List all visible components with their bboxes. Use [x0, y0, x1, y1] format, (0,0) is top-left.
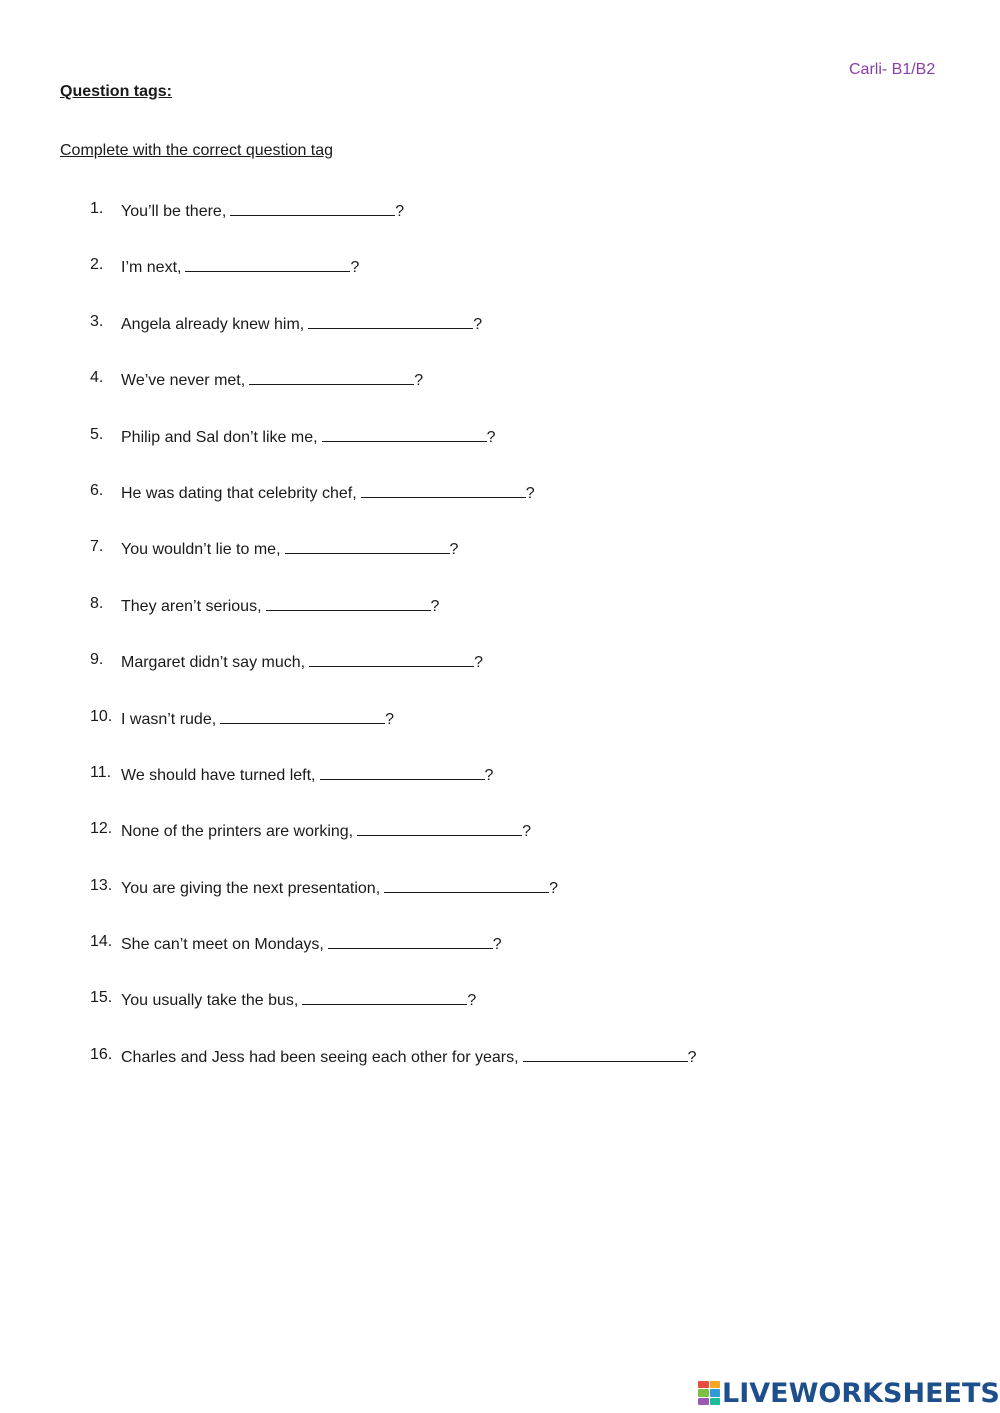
question-mark: ? — [430, 597, 440, 615]
question-text: He was dating that celebrity chef, — [121, 484, 357, 502]
question-number: 8. — [90, 594, 104, 612]
question-number: 6. — [90, 481, 104, 499]
question-mark: ? — [522, 823, 532, 841]
question-mark: ? — [350, 259, 360, 277]
question-mark: ? — [467, 992, 477, 1010]
question-number: 12. — [90, 820, 113, 838]
question-number: 7. — [90, 538, 104, 556]
question-number: 2. — [90, 256, 104, 274]
question-mark: ? — [474, 654, 483, 672]
instruction-text: Complete with the correct question tag — [60, 142, 334, 159]
question-number: 15. — [90, 989, 113, 1007]
answer-blank[interactable] — [308, 313, 473, 329]
question-text: We’ve never met, — [121, 372, 246, 390]
question-text: They aren’t serious, — [121, 597, 262, 615]
question-number: 11. — [90, 763, 112, 781]
answer-blank[interactable] — [285, 538, 450, 554]
answer-blank[interactable] — [185, 256, 350, 272]
question-number: 14. — [90, 933, 113, 951]
question-number: 10. — [90, 707, 113, 725]
answer-blank[interactable] — [361, 482, 526, 498]
question-mark: ? — [484, 766, 494, 784]
author-label: Carli- B1/B2 — [849, 61, 936, 78]
question-mark: ? — [525, 484, 535, 502]
answer-blank[interactable] — [302, 989, 467, 1005]
question-text: You’ll be there, — [121, 203, 227, 220]
answer-blank[interactable] — [328, 933, 493, 949]
answer-blank[interactable] — [220, 708, 385, 724]
question-number: 9. — [90, 651, 104, 669]
answer-blank[interactable] — [523, 1046, 688, 1062]
answer-blank[interactable] — [322, 426, 487, 442]
question-number: 13. — [90, 876, 113, 894]
question-number: 3. — [90, 312, 104, 330]
question-mark: ? — [473, 315, 483, 333]
question-number: 16. — [90, 1045, 113, 1063]
question-text: I wasn’t rude, — [121, 710, 217, 728]
question-text: We should have turned left, — [121, 766, 316, 784]
question-number: 4. — [90, 369, 104, 387]
question-mark: ? — [449, 541, 459, 559]
question-mark: ? — [395, 203, 405, 220]
question-text: She can’t meet on Mondays, — [121, 936, 324, 954]
answer-blank[interactable] — [230, 200, 395, 216]
answer-blank[interactable] — [249, 369, 414, 385]
question-mark: ? — [486, 428, 496, 446]
question-text: Philip and Sal don’t like me, — [121, 428, 318, 446]
answer-blank[interactable] — [357, 820, 522, 836]
question-mark: ? — [385, 710, 395, 728]
question-mark: ? — [492, 936, 502, 954]
answer-blank[interactable] — [266, 595, 431, 611]
question-mark: ? — [687, 1048, 697, 1066]
question-text: Charles and Jess had been seeing each other for years, — [121, 1048, 519, 1066]
question-number: 5. — [90, 425, 104, 443]
liveworksheets-logo[interactable] — [698, 1376, 1000, 1410]
question-text: You usually take the bus, — [121, 992, 299, 1010]
question-text: I’m next, — [121, 259, 182, 277]
liveworksheets-logo-icon — [698, 1381, 720, 1405]
question-text: Margaret didn’t say much, — [121, 654, 306, 672]
answer-blank[interactable] — [384, 877, 549, 893]
question-number: 1. — [90, 200, 104, 217]
logo-text: LIVEWORKSHEETS — [722, 1377, 1000, 1409]
answer-blank[interactable] — [309, 651, 474, 667]
question-mark: ? — [414, 372, 424, 390]
question-text: None of the printers are working, — [121, 823, 354, 841]
question-text: You wouldn’t lie to me, — [121, 541, 281, 559]
question-text: Angela already knew him, — [121, 315, 305, 333]
answer-blank[interactable] — [320, 764, 485, 780]
page-title: Question tags: — [60, 83, 173, 100]
question-mark: ? — [549, 879, 559, 897]
question-text: You are giving the next presentation, — [121, 879, 381, 897]
